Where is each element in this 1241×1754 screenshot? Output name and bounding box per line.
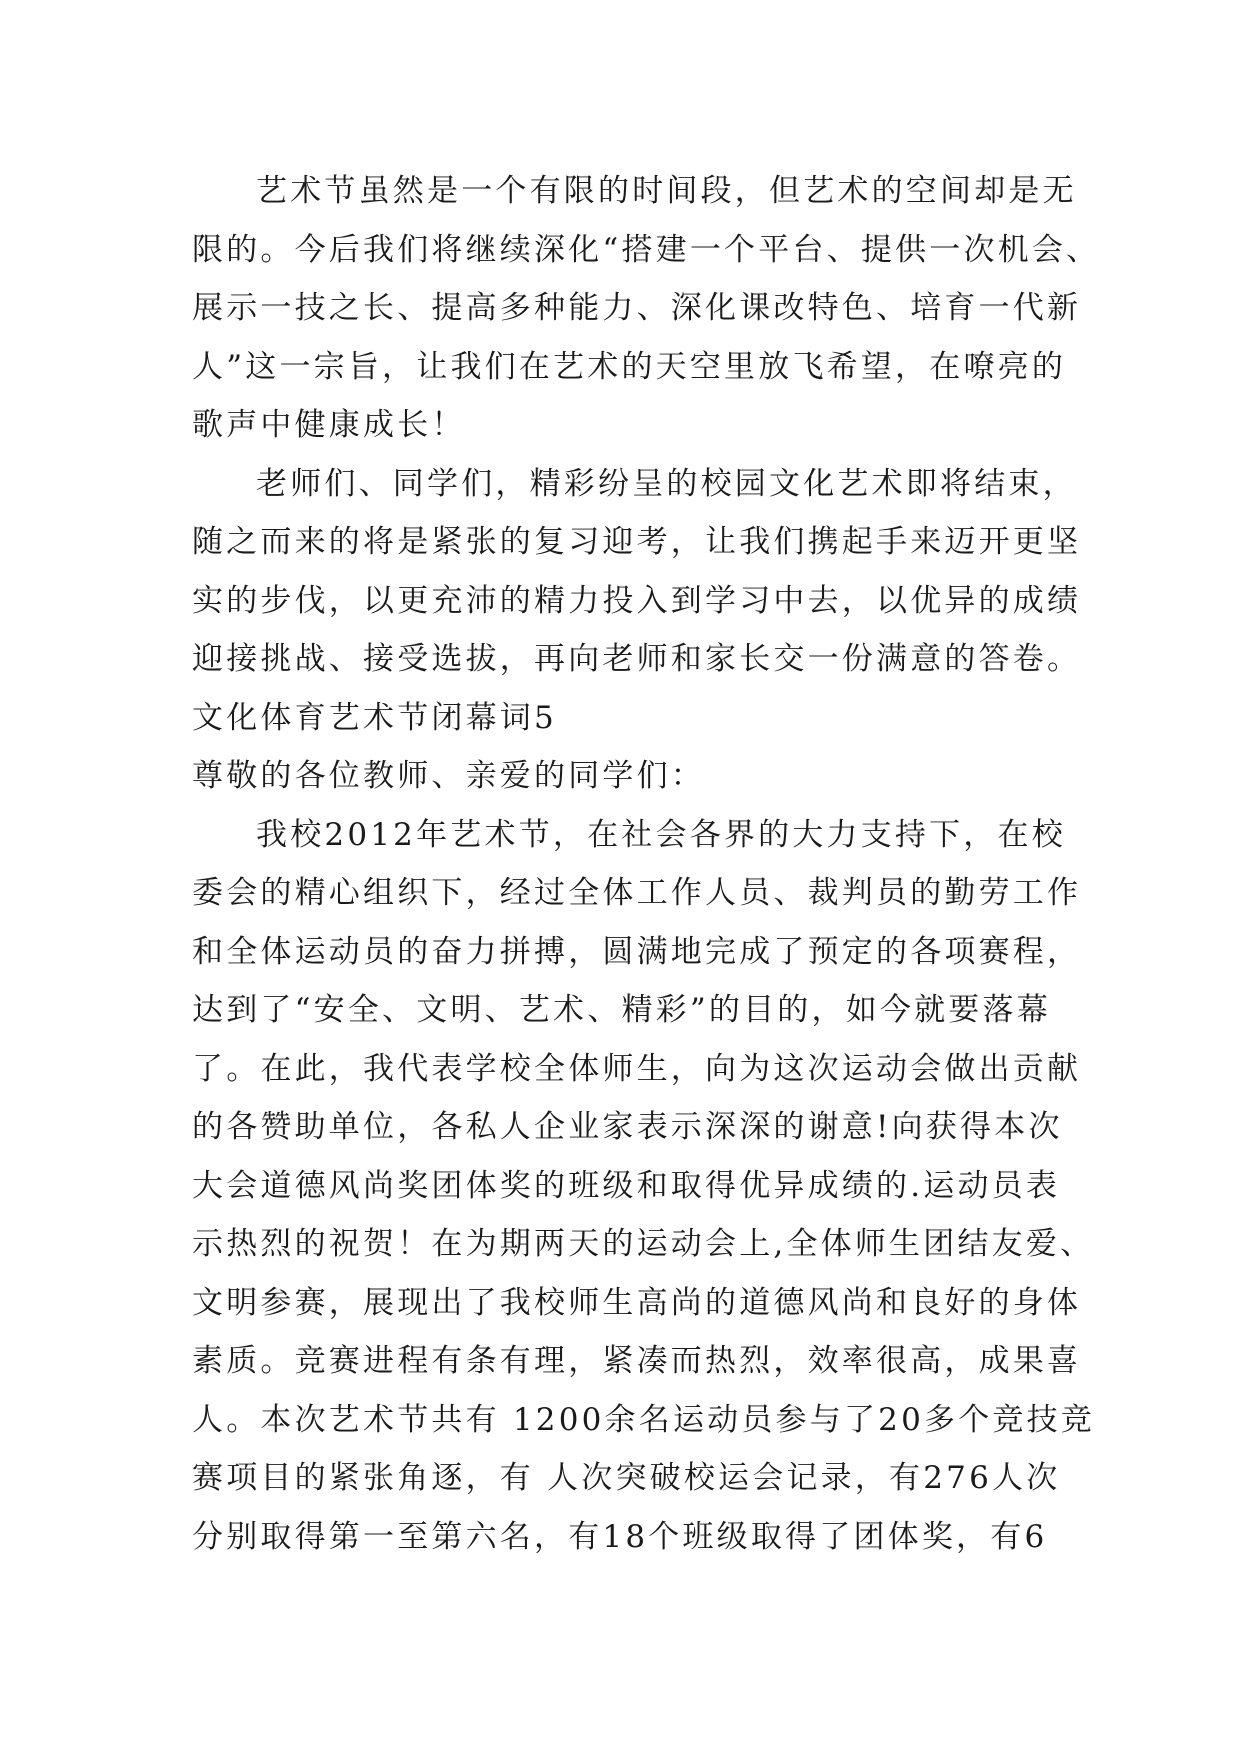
paragraph-line: 委会的精心组织下，经过全体工作人员、裁判员的勤劳工作 xyxy=(192,875,1082,911)
paragraph-line: 的各赞助单位，各私人企业家表示深深的谢意!向获得本次 xyxy=(192,1109,1063,1145)
paragraph-line: 限的。今后我们将继续深化“搭建一个平台、提供一次机会、 xyxy=(192,231,1101,268)
paragraph-line: 达到了“安全、文明、艺术、精彩”的目的，如今就要落幕 xyxy=(192,992,1051,1028)
paragraph-line: 老师们、同学们，精彩纷呈的校园文化艺术即将结束， xyxy=(256,465,1077,502)
paragraph-line: 随之而来的将是紧张的复习迎考，让我们携起手来迈开更坚 xyxy=(192,524,1082,560)
paragraph-line: 文明参赛，展现出了我校师生高尚的道德风尚和良好的身体 xyxy=(192,1284,1082,1321)
paragraph-line: 和全体运动员的奋力拼搏，圆满地完成了预定的各项赛程， xyxy=(192,933,1082,970)
document-body xyxy=(192,162,1101,1566)
paragraph-line: 素质。竞赛进程有条有理，紧凑而热烈，效率很高，成果喜 xyxy=(192,1343,1082,1379)
paragraph-line: 我校2012年艺术节，在社会各界的大力支持下，在校 xyxy=(256,816,1066,853)
paragraph-line: 歌声中健康成长！ xyxy=(192,407,466,443)
section-heading: 文化体育艺术节闭幕词5 xyxy=(192,699,557,736)
paragraph-line: 了。在此，我代表学校全体师生，向为这次运动会做出贡献 xyxy=(192,1050,1082,1087)
paragraph-line: 迎接挑战、接受选拔，再向老师和家长交一份满意的答卷。 xyxy=(192,641,1082,677)
paragraph-line: 赛项目的紧张角逐，有 人次突破校运会记录，有276人次 xyxy=(192,1460,1061,1496)
paragraph-line: 人”这一宗旨，让我们在艺术的天空里放飞希望，在嘹亮的 xyxy=(192,348,1067,385)
paragraph-line: 分别取得第一至第六名，有18个班级取得了团体奖，有6 xyxy=(192,1518,1048,1555)
paragraph-line: 人。本次艺术节共有 1200余名运动员参与了20多个竞技竞 xyxy=(192,1401,1095,1438)
salutation: 尊敬的各位教师、亲爱的同学们： xyxy=(192,758,705,794)
paragraph-line: 展示一技之长、提高多种能力、深化课改特色、培育一代新 xyxy=(192,290,1082,326)
paragraph-line: 大会道德风尚奖团体奖的班级和取得优异成绩的.运动员表 xyxy=(192,1167,1061,1204)
paragraph-line: 艺术节虽然是一个有限的时间段，但艺术的空间却是无 xyxy=(256,173,1077,209)
paragraph-line: 示热烈的祝贺！在为期两天的运动会上,全体师生团结友爱、 xyxy=(192,1226,1095,1262)
paragraph-line: 实的步伐，以更充沛的精力投入到学习中去，以优异的成绩 xyxy=(192,582,1082,619)
